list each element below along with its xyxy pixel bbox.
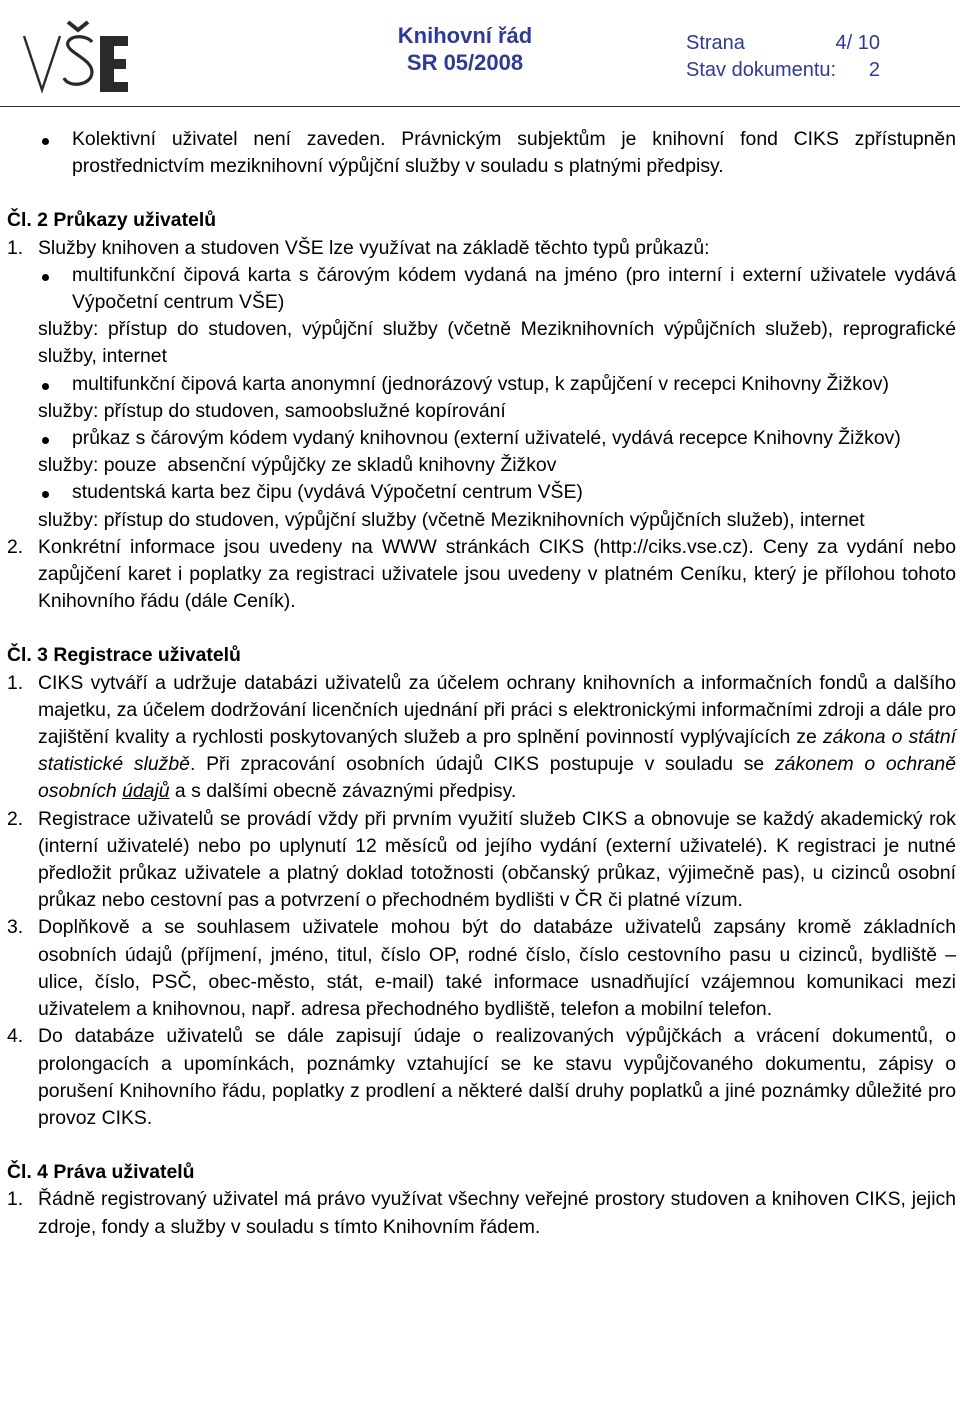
page-header bbox=[0, 0, 960, 110]
numbered-paragraph bbox=[0, 235, 960, 262]
status-label: Stav dokumentu: bbox=[686, 59, 837, 81]
card-services: služby: přístup do studoven, výpůjční služby (včetně Meziknihovních výpůjčních služeb), internet bbox=[38, 508, 865, 531]
paragraph-number: 2. bbox=[7, 535, 24, 558]
law-reference: zákona o státní statistické službě bbox=[38, 726, 956, 776]
numbered-paragraph bbox=[0, 806, 960, 915]
bullet-text: Kolektivní uživatel není zaveden. Právnickým subjektům je knihovní fond CIKS zpřístupněn prostřednictvím meziknihovní výpůjční služby v souladu s platnými předpisy. bbox=[72, 128, 956, 178]
numbered-paragraph bbox=[0, 1186, 960, 1240]
status-row bbox=[686, 57, 880, 84]
bullet-icon bbox=[42, 437, 49, 444]
page-value: 4/ 10 bbox=[835, 32, 880, 54]
law-reference-underlined: údajů bbox=[122, 780, 170, 803]
card-title: multifunkční čipová karta anonymní (jednorázový vstup, k zapůjčení v recepci Knihovny Žižkov) bbox=[72, 372, 889, 395]
paragraph-text: . Při zpracování osobních údajů CIKS postupuje v souladu se bbox=[189, 753, 775, 776]
bullet-icon bbox=[42, 274, 49, 281]
paragraph-number: 1. bbox=[7, 1188, 24, 1211]
list-item bbox=[0, 126, 960, 180]
numbered-paragraph bbox=[0, 534, 960, 616]
paragraph-text: Řádně registrovaný uživatel má právo využívat všechny veřejné prostory studoven a knihoven CIKS, jejich zdroje, fondy a služby v souladu s tímto Knihovním řádem. bbox=[38, 1188, 956, 1238]
card-title: studentská karta bez čipu (vydává Výpočetní centrum VŠE) bbox=[72, 481, 583, 504]
paragraph-text: CIKS vytváří a udržuje databázi uživatelů za účelem ochrany knihovních a informačních fondů a dalšího majetku, za účelem dodržování licenčních ujednání při práci s elektronickými informačními zdroji a dále pro zajištění kvality a rychlosti poskytovaných služeb a pro splnění povinností vyplývajících ze bbox=[38, 671, 956, 749]
document-title-block bbox=[300, 22, 630, 76]
numbered-paragraph bbox=[0, 1023, 960, 1132]
document-meta bbox=[686, 30, 880, 84]
list-item bbox=[0, 371, 960, 398]
paragraph-text: a s dalšími obecně závaznými předpisy. bbox=[169, 780, 517, 803]
paragraph-number: 4. bbox=[7, 1025, 24, 1048]
paragraph-number: 2. bbox=[7, 807, 24, 830]
paragraph-number: 3. bbox=[7, 916, 24, 939]
bullet-icon bbox=[42, 138, 49, 145]
card-services: služby: přístup do studoven, samoobslužné kopírování bbox=[38, 399, 506, 422]
numbered-paragraph bbox=[0, 914, 960, 1023]
document-code: SR 05/2008 bbox=[406, 50, 524, 75]
list-item bbox=[0, 479, 960, 506]
section-heading: Čl. 4 Práva uživatelů bbox=[7, 1161, 195, 1184]
law-reference: zákonem o ochraně osobních bbox=[38, 753, 957, 803]
card-services: služby: pouze absenční výpůjčky ze skladů knihovny Žižkov bbox=[38, 454, 557, 477]
spacer bbox=[0, 1132, 960, 1159]
list-item bbox=[0, 262, 960, 316]
section-heading: Čl. 2 Průkazy uživatelů bbox=[7, 209, 217, 232]
paragraph-text: Registrace uživatelů se provádí vždy při prvním využití služeb CIKS a obnovuje se každý akademický rok (interní uživatelé) nebo po uplynutí 12 měsíců od jejího vydání (externí uživatelé). K registraci je nutné předložit průkaz uživatele a platný doklad totožnosti (občanský průkaz, výjimečně pas), u cizinců osobní průkaz nebo cestovní pas a potvrzení o přechodném bydlišti v ČR či platné vízum. bbox=[38, 807, 956, 912]
document-body bbox=[0, 126, 960, 1241]
numbered-paragraph bbox=[0, 670, 960, 806]
vse-logo-graphic bbox=[22, 20, 130, 96]
spacer bbox=[0, 180, 960, 207]
paragraph-text: Doplňkově a se souhlasem uživatele mohou být do databáze uživatelů zapsány kromě základních osobních údajů (příjmení, jméno, titul, číslo OP, rodné číslo, číslo cestovního pasu u cizinců, bydliště – ulice, číslo, PSČ, obec-město, stát, e-mail) také informace usnadňující vzájemnou komunikaci mezi uživatelem a knihovnou, např. adresa přechodného bydliště, telefon a mobilní telefon. bbox=[38, 916, 956, 1021]
card-services: služby: přístup do studoven, výpůjční služby (včetně Meziknihovních výpůjčních služeb), reprografické služby, internet bbox=[38, 318, 956, 368]
paragraph-text: Konkrétní informace jsou uvedeny na WWW stránkách CIKS (http://ciks.vse.cz). Ceny za vydání nebo zapůjčení karet i poplatky za registraci uživatele jsou uvedeny v platném Ceníku, který je přílohou tohoto Knihovního řádu (dále Ceník). bbox=[38, 535, 956, 613]
bullet-icon bbox=[42, 491, 49, 498]
paragraph-text: Služby knihoven a studoven VŠE lze využívat na základě těchto typů průkazů: bbox=[38, 236, 710, 259]
status-value: 2 bbox=[868, 59, 880, 81]
page-label: Strana bbox=[686, 32, 745, 54]
vse-logo bbox=[22, 20, 130, 96]
bullet-icon bbox=[42, 383, 49, 390]
document-title: Knihovní řád bbox=[397, 23, 533, 48]
card-title: multifunkční čipová karta s čárovým kódem vydaná na jméno (pro interní i externí uživatele vydává Výpočetní centrum VŠE) bbox=[72, 263, 956, 314]
page-row bbox=[686, 30, 880, 57]
paragraph-number: 1. bbox=[7, 236, 24, 259]
paragraph-number: 1. bbox=[7, 671, 24, 694]
card-title: průkaz s čárovým kódem vydaný knihovnou (externí uživatelé, vydává recepce Knihovny Žižkov) bbox=[72, 427, 901, 450]
header-divider bbox=[0, 106, 960, 107]
spacer bbox=[0, 615, 960, 642]
paragraph-text: Do databáze uživatelů se dále zapisují údaje o realizovaných výpůjčkách a vrácení dokumentů, o prolongacích a upomínkách, poznámky vztahující se ke stavu vypůjčovaného dokumentu, zápisy o porušení Knihovního řádu, poplatky z prodlení a některé další druhy poplatků a jiné poznámky důležité pro provoz CIKS. bbox=[38, 1025, 956, 1129]
section-heading: Čl. 3 Registrace uživatelů bbox=[7, 644, 241, 667]
list-item bbox=[0, 425, 960, 452]
